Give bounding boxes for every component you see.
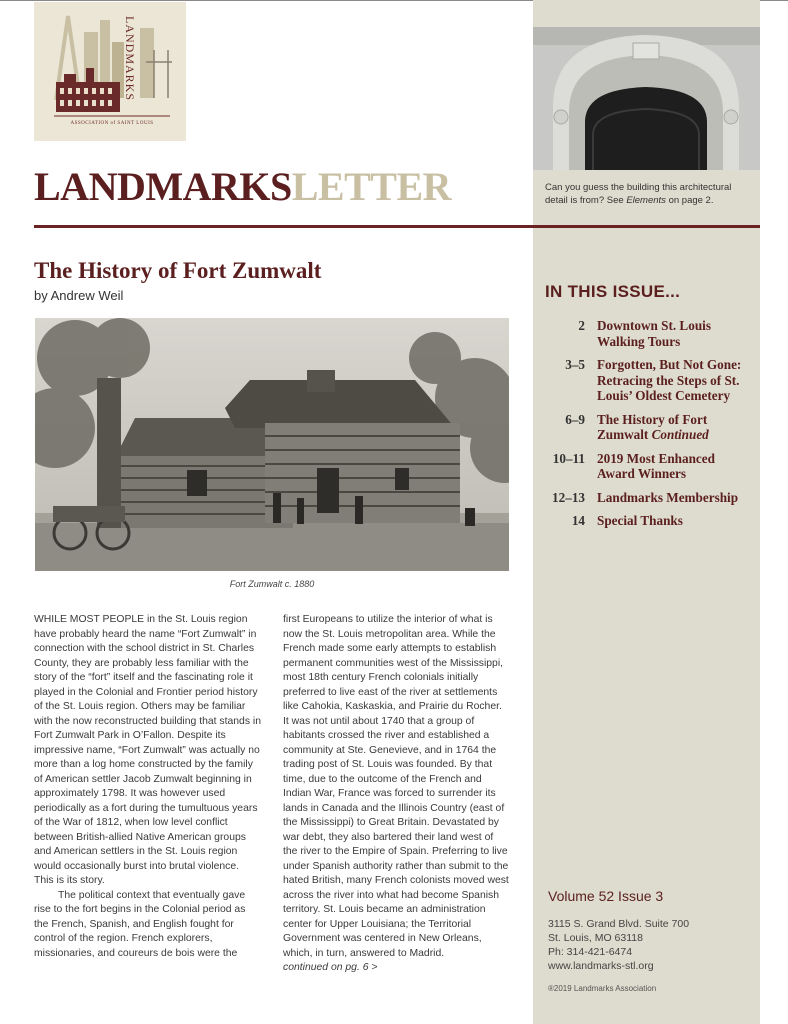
toc-title: Landmarks Membership: [597, 489, 739, 505]
toc-page: 6–9: [565, 411, 585, 427]
toc-item[interactable]: [545, 357, 755, 404]
toc-page: 3–5: [565, 357, 585, 372]
masthead-title: [34, 165, 451, 209]
masthead-letter: LETTER: [291, 164, 452, 209]
logo-subtext: ASSOCIATION of SAINT LOUIS: [70, 121, 154, 126]
toc-item[interactable]: [545, 451, 755, 482]
toc-page: 2: [578, 318, 585, 333]
website-link[interactable]: www.landmarks-stl.org: [548, 960, 654, 972]
cover-photo-caption: Can you guess the building this architectural detail is from? See Elements on page 2.: [545, 182, 732, 206]
toc-item[interactable]: [545, 490, 755, 506]
article-byline: by Andrew Weil: [34, 288, 124, 303]
fort-zumwalt-photo: [35, 318, 509, 571]
article-column-1: [34, 613, 261, 961]
toc-title: 2019 Most Enhanced Award Winners: [597, 450, 715, 481]
logo-text: LANDMARKS: [123, 16, 137, 102]
masthead-landmarks: LANDMARKS: [34, 164, 292, 209]
table-of-contents: [545, 318, 755, 537]
header-rule: [34, 225, 760, 228]
copyright: ®2019 Landmarks Association: [548, 984, 657, 993]
address-line-2: St. Louis, MO 63118: [548, 932, 643, 944]
landmarks-logo: [34, 2, 186, 141]
toc-title: Forgotten, But Not Gone: Retracing the Steps of St. Louis’ Oldest Cemetery: [597, 357, 742, 403]
paragraph: first Europeans to utilize the interior of what is now the St. Louis metropolitan area. While the French made some early attempts to establish permanent communities west of the Mississippi, most 18th century French colonials initially preferred to live east of the river at settlements like Cahokia, Kaskaskia, and Prairie du Rocher. It was not until about 1740 that a group of habitants crossed the river and established a community at Ste. Genevieve, and in 1764 the trading post of St. Louis was founded. By that time, due to the outcome of the French and Indian War, France was forced to surrender its lands in Canada and the Illinois Country (east of the Mississippi) to Great Britain. Devastated by war debt, they also bartered their land west of the river to the Empire of Spain. Preferring to live under Spanish authority rather than submit to the hated British, many French colonists moved west across the river into what had become Spanish territory. St. Louis became an administration center for Upper Louisiana; the Territorial Government was centered in New Orleans, which, in turn, answered to Madrid.: [283, 614, 509, 959]
in-this-issue-heading: IN THIS ISSUE...: [545, 282, 681, 301]
toc-title: Downtown St. Louis Walking Tours: [597, 318, 711, 349]
toc-title: The History of Fort Zumwalt Continued: [597, 411, 709, 442]
toc-item[interactable]: [545, 412, 755, 443]
toc-page: 12–13: [552, 489, 585, 505]
paragraph: WHILE MOST PEOPLE in the St. Louis region have probably heard the name “Fort Zumwalt” in connection with the school district in St. Charles County, they are probably less familiar with the story of the “fort” itself and the fascinating role it played in the Colonial and Frontier period history of the St. Louis region. Others may be familiar with the now reconstructed building that stands in Fort Zumwalt Park in O’Fallon. Despite its impressive name, “Fort Zumwalt” was actually no more than a log home constructed by the family of American settler Jacob Zumwalt beginning in approximately 1798. It was however used periodically as a fort during the tumultuous years of the War of 1812, when low level conflict between British-allied Native American groups and American settlers in the St. Louis region would occasionally burst into brutal violence. This is its story.: [34, 614, 261, 886]
phone-number: Ph: 314-421-6474: [548, 946, 633, 958]
photo-caption: Fort Zumwalt c. 1880: [229, 579, 315, 589]
toc-item[interactable]: [545, 318, 755, 349]
toc-page: 14: [571, 513, 585, 528]
volume-issue: Volume 52 Issue 3: [548, 888, 664, 904]
continued-link[interactable]: continued on pg. 6 >: [283, 962, 378, 973]
article-title: The History of Fort Zumwalt: [34, 258, 322, 283]
toc-title: Special Thanks: [597, 513, 683, 528]
article-column-2: [283, 613, 510, 976]
toc-page: 10–11: [552, 450, 585, 466]
toc-item[interactable]: [545, 513, 755, 529]
address-line-1: 3115 S. Grand Blvd. Suite 700: [548, 918, 690, 930]
address-block: [548, 917, 689, 973]
arch-photo: [533, 27, 760, 170]
paragraph: The political context that eventually gave rise to the fort begins in the Colonial period as the French, Spanish, and English fought for control of the region. French explorers, missionaries, and coureurs de bois were the: [34, 889, 246, 959]
